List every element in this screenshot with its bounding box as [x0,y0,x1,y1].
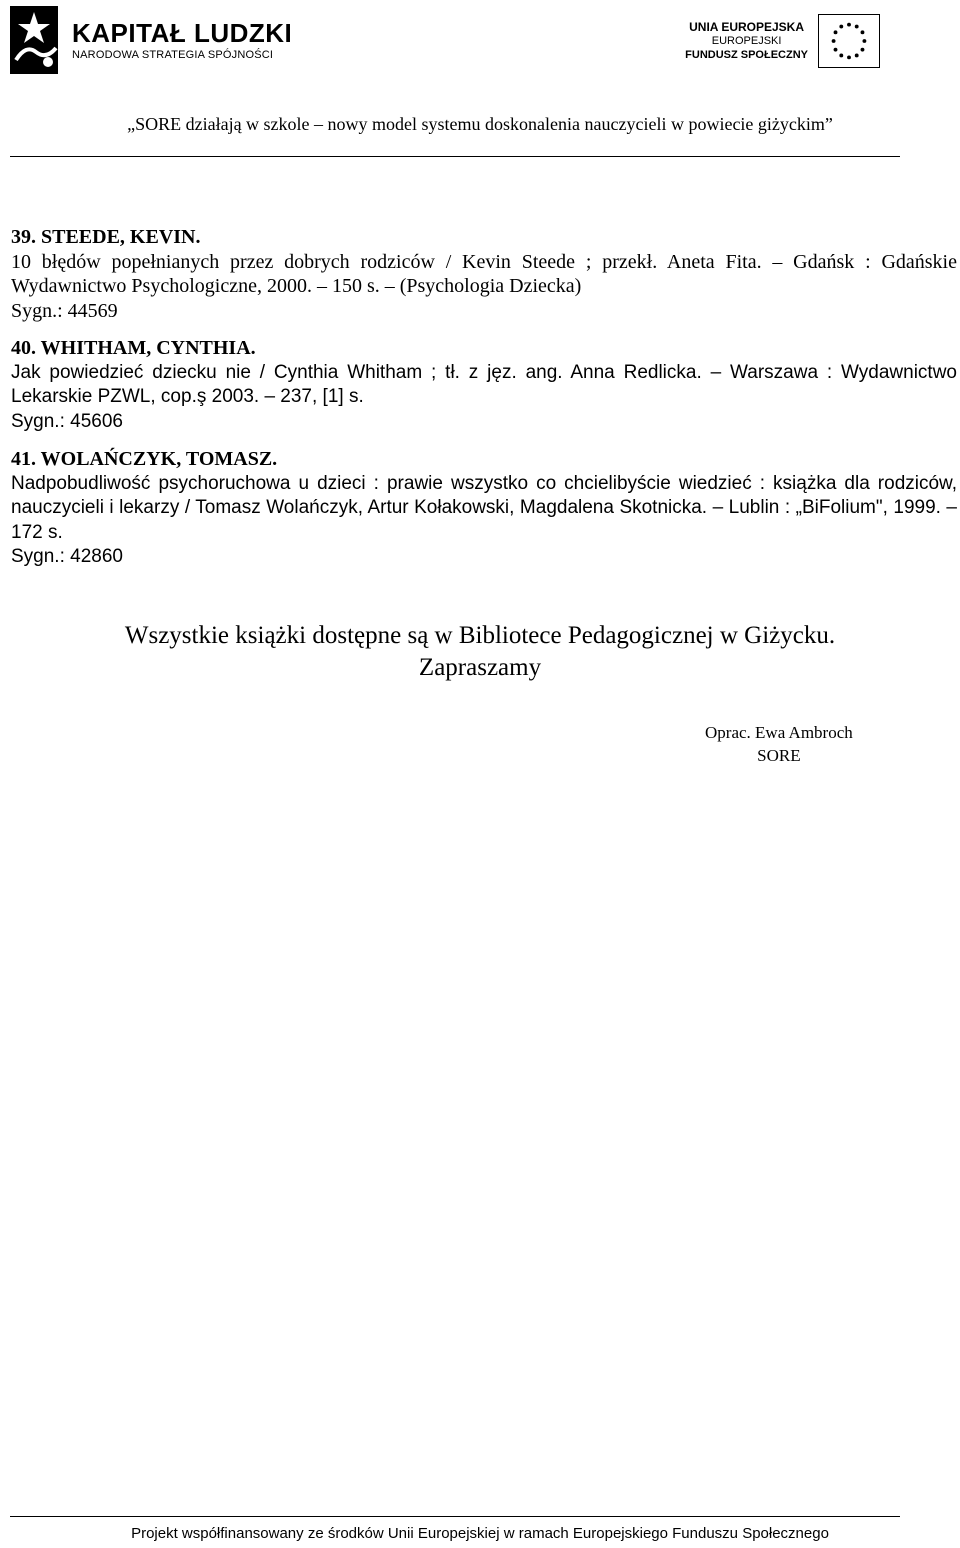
closing-line-availability: Wszystkie książki dostępne są w Bibliotece Pedagogicznej w Giżycku. [124,622,836,649]
bibliography-entry-41 [11,447,957,570]
signature-block [705,721,853,767]
bibliography-entry-40 [11,336,957,434]
kapital-ludzki-logo-icon [6,4,62,76]
kapital-ludzki-title: KAPITAŁ LUDZKI [72,18,293,48]
ue-logo-line2: EUROPEJSKI [711,35,782,47]
bibliography-entry-39 [11,225,957,323]
entry-author: 40. WHITHAM, CYNTHIA. [11,337,256,359]
project-title: „SORE działają w szkole – nowy model systemu doskonalenia nauczycieli w powiecie giżyckim” [127,114,833,134]
bibliography-list [11,225,957,570]
entry-call-number: Sygn.: 42860 [11,546,123,567]
kapital-ludzki-logo [6,4,292,76]
entry-call-number: Sygn.: 45606 [11,410,123,432]
eu-flag-icon [818,14,880,68]
kapital-ludzki-subtitle: NARODOWA STRATEGIA SPÓJNOŚCI [72,49,274,61]
entry-author: 41. WOLAŃCZYK, TOMASZ. [11,448,278,470]
closing-message [0,620,960,684]
entry-description: 10 błędów popełnianych przez dobrych rodziców / Kevin Steede ; przekł. Aneta Fita. – Gdańsk : Gdańskie Wydawnictwo Psychologiczne, 2000. – 150 s. – (Psychologia Dziecka) [11,250,957,297]
signature-author: Oprac. Ewa Ambroch [705,723,853,742]
entry-author: 39. STEEDE, KEVIN. [11,226,201,248]
footer-divider [10,1516,900,1517]
ue-logo-line3: FUNDUSZ SPOŁECZNY [685,49,808,61]
footer-text: Projekt współfinansowany ze środków Unii Europejskiej w ramach Europejskiego Funduszu Społecznego [131,1525,829,1542]
header-divider [10,156,900,157]
entry-description: Jak powiedzieć dziecku nie / Cynthia Whitham ; tł. z jęz. ang. Anna Redlicka. – Warszawa : Wydawnictwo Lekarskie PZWL, cop.ş 2003. – 237, [1] s. [11,361,957,407]
signature-role: SORE [757,746,801,765]
entry-description: Nadpobudliwość psychoruchowa u dzieci : prawie wszystko co chcielibyście wiedzieć : książka dla rodziców, nauczycieli i lekarzy / Tomasz Wolańczyk, Artur Kołakowski, Magdalena Skotnicka. – Lublin : „BiFolium", 1999. – 172 s. [11,472,957,543]
header-logos [0,0,960,90]
entry-call-number: Sygn.: 44569 [11,299,118,322]
unia-europejska-logo [685,14,880,68]
ue-logo-line1: UNIA EUROPEJSKA [689,20,805,34]
closing-line-invitation: Zapraszamy [418,654,542,681]
